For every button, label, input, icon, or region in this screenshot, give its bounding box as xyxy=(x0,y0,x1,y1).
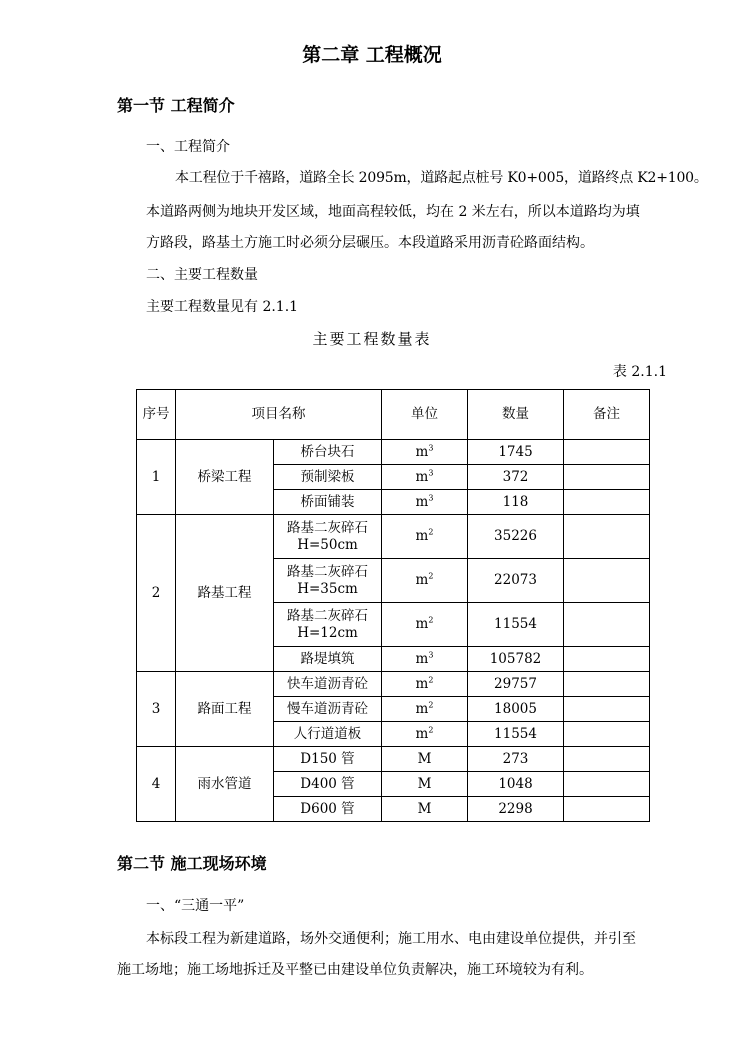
header-note: 备注 xyxy=(564,390,650,440)
subsection-heading: 一、工程简介 xyxy=(146,139,230,155)
subsection-heading: 二、主要工程数量 xyxy=(146,267,258,283)
cell-category: 路基工程 xyxy=(176,515,274,672)
cell-qty: 35226 xyxy=(468,515,564,559)
header-unit: 单位 xyxy=(382,390,468,440)
cell-qty: 105782 xyxy=(468,647,564,672)
cell-item-line: 路基二灰碎石 xyxy=(287,607,368,624)
cell-category: 雨水管道 xyxy=(176,747,274,822)
cell-note xyxy=(564,465,650,490)
table-row xyxy=(137,747,650,772)
cell-unit xyxy=(382,772,468,797)
paragraph-line: 本工程位于千禧路，道路全长 2095m，道路起点桩号 K0+005，道路终点 K2+100。 xyxy=(175,170,708,186)
cell-qty: 1048 xyxy=(468,772,564,797)
unit-text: M xyxy=(417,775,432,792)
cell-item-line: D600 管 xyxy=(300,800,355,817)
unit-exponent: 2 xyxy=(428,527,434,537)
section-title: 第一节 工程简介 xyxy=(117,96,235,115)
header-qty: 数量 xyxy=(468,390,564,440)
unit-text: m xyxy=(415,528,429,544)
table-number: 表 2.1.1 xyxy=(612,364,667,380)
cell-item-line: D400 管 xyxy=(300,775,355,792)
subsection-heading: 一、“三通一平” xyxy=(146,898,245,914)
cell-qty: 29757 xyxy=(468,672,564,697)
unit-exponent: 2 xyxy=(428,700,434,709)
unit-exponent: 2 xyxy=(428,615,434,625)
cell-unit xyxy=(382,603,468,647)
paragraph-line: 主要工程数量见有 2.1.1 xyxy=(146,299,299,315)
unit-text: M xyxy=(417,800,432,817)
unit-text: m xyxy=(415,725,429,742)
cell-item-line: 桥面铺装 xyxy=(300,493,355,510)
cell-item xyxy=(274,772,382,797)
table-row xyxy=(137,440,650,465)
cell-item xyxy=(274,697,382,722)
cell-note xyxy=(564,603,650,647)
cell-qty: 11554 xyxy=(468,722,564,747)
cell-note xyxy=(564,515,650,559)
header-seq: 序号 xyxy=(137,390,176,440)
cell-qty: 22073 xyxy=(468,559,564,603)
cell-unit xyxy=(382,440,468,465)
cell-item-line: 人行道道板 xyxy=(293,725,362,742)
cell-note xyxy=(564,747,650,772)
cell-category: 路面工程 xyxy=(176,672,274,747)
cell-unit xyxy=(382,465,468,490)
cell-note xyxy=(564,440,650,465)
table-row xyxy=(137,672,650,697)
cell-item-line: 路堤填筑 xyxy=(300,650,355,667)
cell-seq: 2 xyxy=(137,515,176,672)
cell-unit xyxy=(382,515,468,559)
cell-qty: 11554 xyxy=(468,603,564,647)
chapter-title: 第二章 工程概况 xyxy=(302,44,442,66)
cell-qty: 118 xyxy=(468,490,564,515)
unit-text: m xyxy=(415,468,429,485)
unit-text: m xyxy=(415,443,429,460)
cell-note xyxy=(564,697,650,722)
unit-exponent: 3 xyxy=(428,443,434,452)
cell-item-line: 桥台块石 xyxy=(300,443,355,460)
cell-item-line: 预制梁板 xyxy=(300,468,355,485)
table-row xyxy=(137,515,650,559)
cell-item xyxy=(274,647,382,672)
cell-unit xyxy=(382,672,468,697)
cell-unit xyxy=(382,647,468,672)
cell-item-line: 路基二灰碎石 xyxy=(287,519,368,536)
cell-item-line: H=12cm xyxy=(297,624,358,641)
unit-text: m xyxy=(415,616,429,632)
cell-note xyxy=(564,647,650,672)
cell-note xyxy=(564,672,650,697)
cell-item-line: 快车道沥青砼 xyxy=(287,675,368,692)
unit-exponent: 3 xyxy=(428,650,434,659)
unit-exponent: 3 xyxy=(428,468,434,477)
table-header-row xyxy=(137,390,650,440)
cell-item xyxy=(274,465,382,490)
unit-exponent: 2 xyxy=(428,725,434,734)
cell-note xyxy=(564,490,650,515)
unit-exponent: 2 xyxy=(428,571,434,581)
quantity-table xyxy=(136,389,650,822)
cell-qty: 1745 xyxy=(468,440,564,465)
cell-item-line: D150 管 xyxy=(300,750,355,767)
unit-exponent: 3 xyxy=(428,493,434,502)
cell-item-line: H=50cm xyxy=(297,536,358,553)
cell-qty: 18005 xyxy=(468,697,564,722)
unit-text: M xyxy=(417,750,432,767)
paragraph-line: 施工场地；施工场地拆迁及平整已由建设单位负责解决，施工环境较为有利。 xyxy=(117,962,593,978)
cell-item xyxy=(274,515,382,559)
cell-item-line: H=35cm xyxy=(297,580,358,597)
cell-note xyxy=(564,772,650,797)
cell-item xyxy=(274,440,382,465)
cell-seq: 3 xyxy=(137,672,176,747)
unit-text: m xyxy=(415,493,429,510)
unit-exponent: 2 xyxy=(428,675,434,684)
cell-seq: 1 xyxy=(137,440,176,515)
cell-item xyxy=(274,722,382,747)
cell-unit xyxy=(382,490,468,515)
cell-qty: 2298 xyxy=(468,797,564,822)
unit-text: m xyxy=(415,675,429,692)
paragraph-line: 本道路两侧为地块开发区域，地面高程较低，均在 2 米左右，所以本道路均为填 xyxy=(146,204,640,220)
cell-note xyxy=(564,559,650,603)
paragraph-line: 本标段工程为新建道路，场外交通便利；施工用水、电由建设单位提供，并引至 xyxy=(146,931,636,947)
cell-note xyxy=(564,797,650,822)
cell-item xyxy=(274,490,382,515)
cell-item xyxy=(274,603,382,647)
unit-text: m xyxy=(415,650,429,667)
header-item: 项目名称 xyxy=(176,390,382,440)
cell-category: 桥梁工程 xyxy=(176,440,274,515)
cell-seq: 4 xyxy=(137,747,176,822)
cell-qty: 372 xyxy=(468,465,564,490)
cell-unit xyxy=(382,559,468,603)
unit-text: m xyxy=(415,700,429,717)
cell-qty: 273 xyxy=(468,747,564,772)
cell-unit xyxy=(382,722,468,747)
cell-item xyxy=(274,559,382,603)
cell-item-line: 慢车道沥青砼 xyxy=(287,700,368,717)
cell-item xyxy=(274,747,382,772)
cell-unit xyxy=(382,797,468,822)
cell-unit xyxy=(382,697,468,722)
table-caption: 主要工程数量表 xyxy=(312,330,432,348)
cell-item-line: 路基二灰碎石 xyxy=(287,563,368,580)
cell-item xyxy=(274,672,382,697)
cell-unit xyxy=(382,747,468,772)
cell-item xyxy=(274,797,382,822)
unit-text: m xyxy=(415,572,429,588)
section-title: 第二节 施工现场环境 xyxy=(117,854,267,873)
paragraph-line: 方路段，路基土方施工时必须分层碾压。本段道路采用沥青砼路面结构。 xyxy=(146,235,594,251)
cell-note xyxy=(564,722,650,747)
